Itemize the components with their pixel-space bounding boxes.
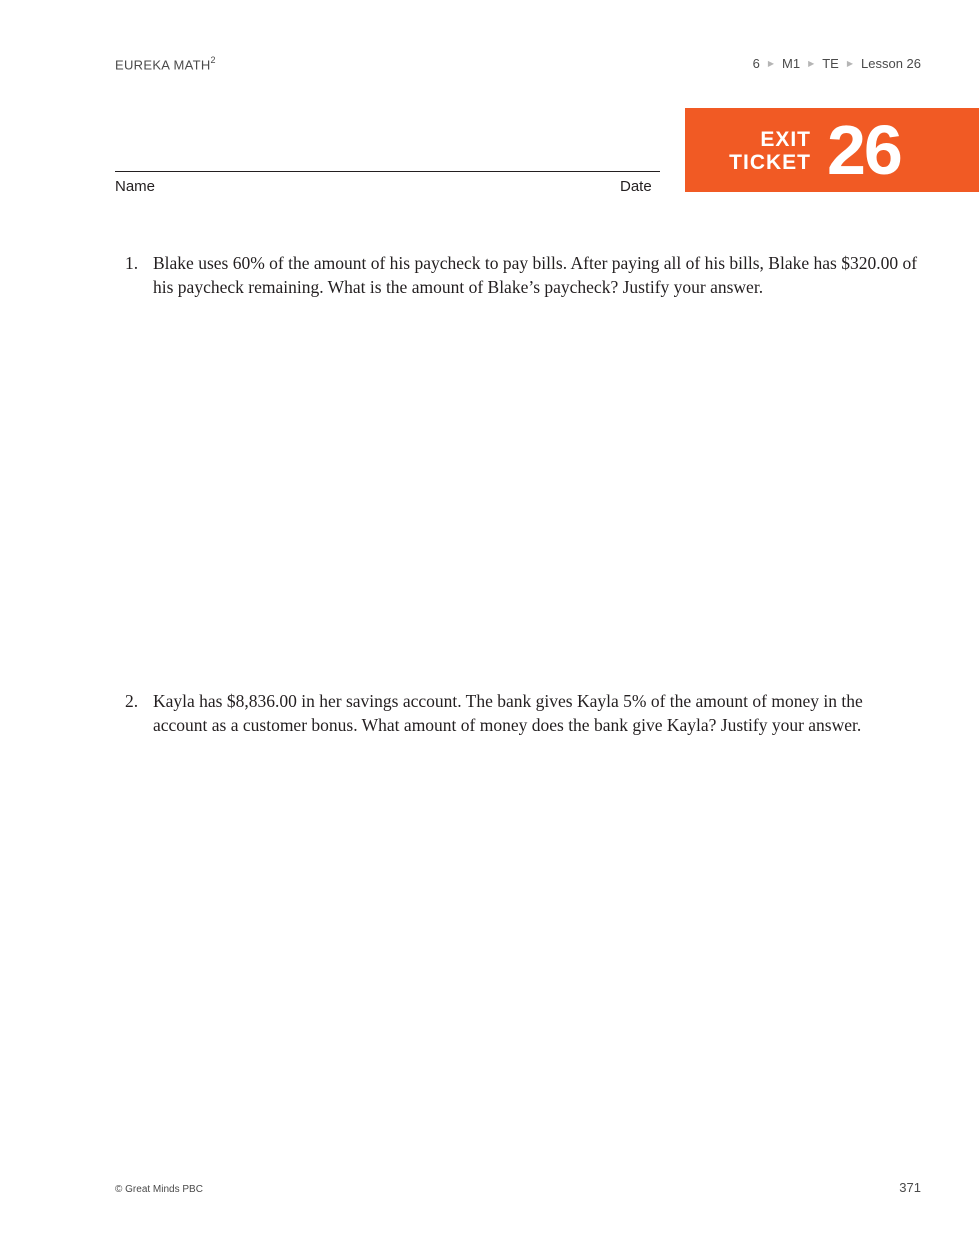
- exit-ticket-line1: EXIT: [760, 128, 811, 151]
- exit-ticket-words: [729, 128, 811, 174]
- problem-number-text: 2.: [125, 691, 139, 711]
- breadcrumb-edition: TE: [822, 56, 839, 71]
- problem-2: [115, 689, 920, 737]
- brand-name: EUREKA MATH: [115, 57, 211, 73]
- name-label: Name: [115, 178, 156, 195]
- problem-text: Blake uses 60% of the amount of his paycheck to pay bills. After paying all of his bills, Blake has $320.00 of his paycheck remaining. What is the amount of Blake’s paycheck? Justify your answer.: [153, 253, 918, 297]
- name-date-line: [115, 171, 660, 172]
- problem-number-text: 1.: [125, 253, 139, 273]
- breadcrumb-lesson: Lesson 26: [861, 56, 921, 71]
- brand-superscript: 2: [210, 55, 216, 65]
- breadcrumb-separator-icon: ▶: [808, 59, 815, 68]
- brand-logo-text: [115, 56, 216, 72]
- breadcrumb-module: M1: [782, 56, 801, 71]
- date-label: Date: [620, 178, 652, 195]
- exit-ticket-banner: [685, 108, 979, 192]
- copyright: © Great Minds PBC: [115, 1184, 203, 1195]
- problem-number: [115, 251, 153, 299]
- breadcrumb-separator-icon: ▶: [846, 59, 853, 68]
- problem-text: Kayla has $8,836.00 in her savings account. The bank gives Kayla 5% of the amount of money in the account as a customer bonus. What amount of money does the bank give Kayla? Justify your answer.: [153, 691, 863, 735]
- page-number: 371: [899, 1180, 921, 1195]
- breadcrumb: [753, 56, 921, 71]
- exit-ticket-line2: TICKET: [729, 151, 811, 174]
- breadcrumb-grade: 6: [752, 56, 760, 71]
- breadcrumb-separator-icon: ▶: [767, 59, 774, 68]
- exit-ticket-number: 26: [827, 111, 901, 189]
- problem-1: [115, 251, 920, 299]
- problem-number: [115, 689, 153, 737]
